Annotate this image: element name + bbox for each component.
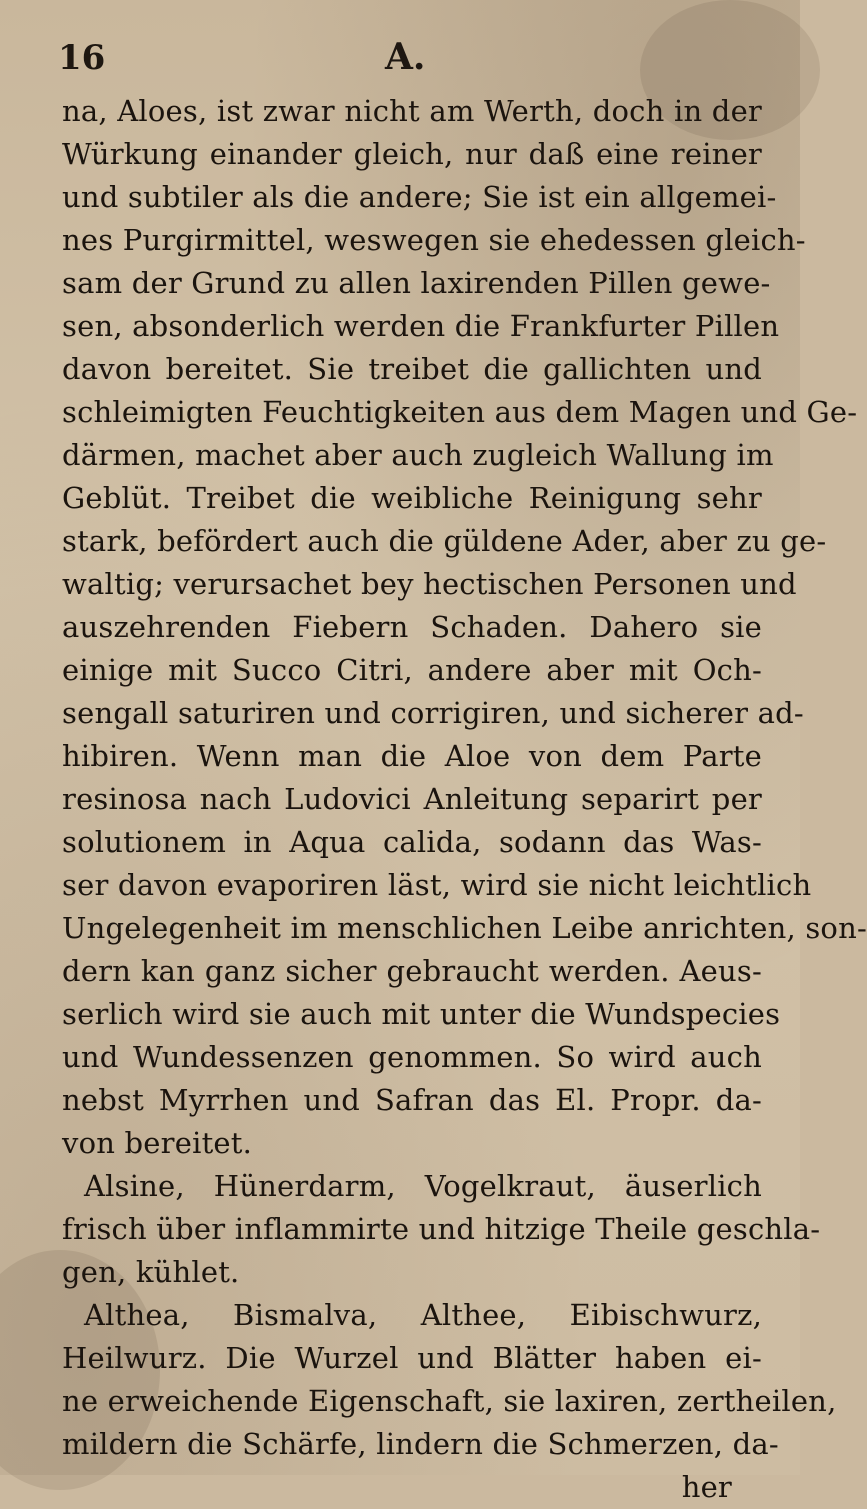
text-line: solutionem in Aqua calida, sodann das Was- (62, 825, 762, 859)
text-line: Ungelegenheit im menschlichen Leibe anrichten, son- (62, 911, 867, 945)
catchword: her (681, 1470, 732, 1504)
text-line: resinosa nach Ludovici Anleitung separirt per (62, 782, 762, 816)
text-line: Geblüt. Treibet die weibliche Reinigung sehr (62, 481, 762, 515)
text-line: und subtiler als die andere; Sie ist ein allgemei- (62, 180, 777, 214)
page-header (50, 38, 750, 88)
text-line: ser davon evaporiren läst, wird sie nicht leichtlich (62, 868, 812, 902)
text-line: sengall saturiren und corrigiren, und sicherer ad- (62, 696, 804, 730)
text-line: waltig; verursachet bey hectischen Personen und (62, 567, 797, 601)
text-line: sen, absonderlich werden die Frankfurter Pillen (62, 309, 780, 343)
text-line: ne erweichende Eigenschaft, sie laxiren, zertheilen, (62, 1384, 837, 1418)
text-line: auszehrenden Fiebern Schaden. Dahero sie (62, 610, 762, 644)
text-line: serlich wird sie auch mit unter die Wundspecies (62, 997, 781, 1031)
text-line: Alsine, Hünerdarm, Vogelkraut, äuserlich (84, 1169, 762, 1203)
text-line: nebst Myrrhen und Safran das El. Propr. da- (62, 1083, 762, 1117)
text-line: und Wundessenzen genommen. So wird auch (62, 1040, 762, 1074)
text-line: hibiren. Wenn man die Aloe von dem Parte (62, 739, 762, 773)
text-line: davon bereitet. Sie treibet die gallichten und (62, 352, 762, 386)
text-line: stark, befördert auch die güldene Ader, aber zu ge- (62, 524, 827, 558)
text-line: därmen, machet aber auch zugleich Wallung im (62, 438, 774, 472)
text-line: von bereitet. (62, 1126, 253, 1160)
text-line: dern kan ganz sicher gebraucht werden. Aeus- (62, 954, 762, 988)
text-line: frisch über inflammirte und hitzige Theile geschla- (62, 1212, 821, 1246)
text-line: Althea, Bismalva, Althee, Eibischwurz, (84, 1298, 762, 1332)
text-line: einige mit Succo Citri, andere aber mit Och- (62, 653, 762, 687)
body-text (62, 90, 867, 1509)
text-line: mildern die Schärfe, lindern die Schmerzen, da- (62, 1427, 779, 1461)
text-line: schleimigten Feuchtigkeiten aus dem Magen und Ge- (62, 395, 858, 429)
text-line: sam der Grund zu allen laxirenden Pillen gewe- (62, 266, 771, 300)
page-number: 16 (58, 38, 106, 78)
text-line: na, Aloes, ist zwar nicht am Werth, doch in der (62, 94, 762, 128)
text-line: gen, kühlet. (62, 1255, 240, 1289)
text-line: Würkung einander gleich, nur daß eine reiner (62, 137, 762, 171)
signature-mark: A. (385, 36, 426, 78)
text-line: Heilwurz. Die Wurzel und Blätter haben ei- (62, 1341, 762, 1375)
text-line: nes Purgirmittel, weswegen sie ehedessen gleich- (62, 223, 806, 257)
